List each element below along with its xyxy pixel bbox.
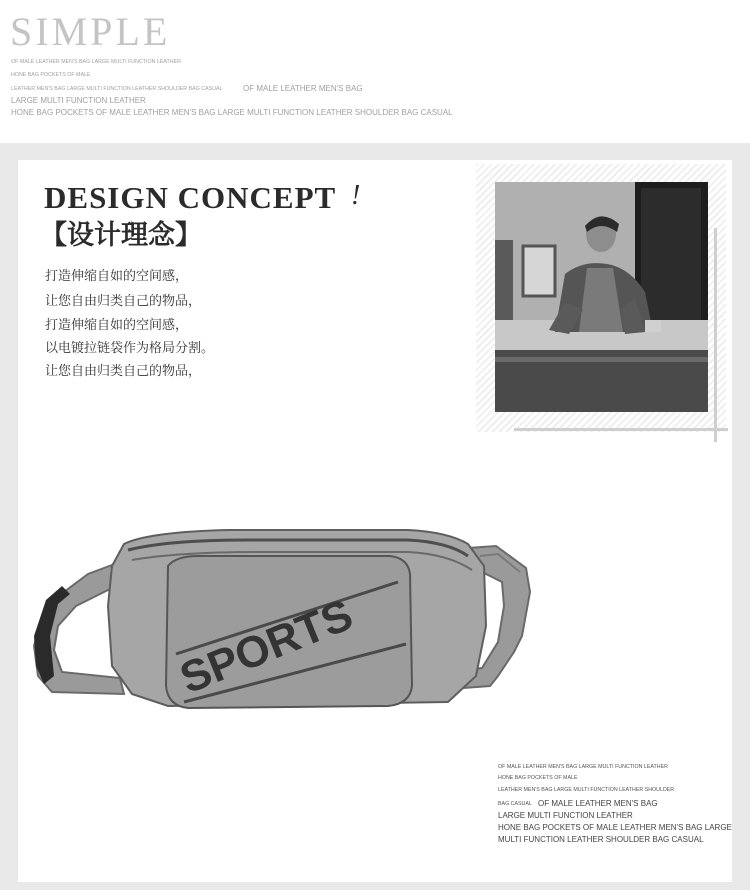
design-concept-cn-title: 【设计理念】 — [40, 220, 202, 251]
footer-line-2: HONE BAG POCKETS OF MALE — [498, 775, 578, 781]
frame-line-horizontal — [514, 428, 728, 431]
simple-title: SIMPLE — [10, 9, 171, 54]
concept-line-1: 打造伸缩自如的空间感， — [45, 269, 189, 284]
footer-line-6: LARGE MULTI FUNCTION LEATHER — [498, 811, 633, 820]
waist-bag-image — [28, 526, 533, 716]
concept-line-2: 让您自由归类自己的物品， — [45, 294, 202, 309]
craftsman-photo — [495, 182, 708, 412]
design-concept-mark: ! — [351, 180, 361, 211]
concept-line-4: 以电镀拉链袋作为格局分割。 — [45, 341, 215, 356]
concept-line-3: 打造伸缩自如的空间感， — [45, 318, 189, 333]
footer-line-8: MULTI FUNCTION LEATHER SHOULDER BAG CASUAL — [498, 835, 704, 844]
frame-line-vertical — [714, 228, 717, 442]
header-line-3: LEATHER MEN'S BAG LARGE MULTI FUNCTION LEATHER SHOULDER BAG CASUAL — [11, 86, 223, 92]
footer-line-3: LEATHER MEN'S BAG LARGE MULTI FUNCTION LEATHER SHOULDER — [498, 787, 675, 793]
design-concept-title: DESIGN CONCEPT — [44, 180, 337, 215]
header-line-5: LARGE MULTI FUNCTION LEATHER — [11, 96, 146, 105]
header-line-6: HONE BAG POCKETS OF MALE LEATHER MEN'S BAG LARGE MULTI FUNCTION LEATHER SHOULDER BAG CASUAL — [11, 108, 453, 117]
footer-line-7: HONE BAG POCKETS OF MALE LEATHER MEN'S BAG LARGE — [498, 823, 732, 832]
bag-print-text: SPORTS — [173, 590, 360, 704]
header-line-4: OF MALE LEATHER MEN'S BAG — [243, 84, 363, 93]
footer-line-5: OF MALE LEATHER MEN'S BAG — [538, 799, 658, 808]
header-line-1: OF MALE LEATHER MEN'S BAG LARGE MULTI FUNCTION LEATHER — [11, 59, 181, 65]
footer-line-4: BAG CASUAL — [498, 801, 532, 807]
footer-line-1: OF MALE LEATHER MEN'S BAG LARGE MULTI FUNCTION LEATHER — [498, 764, 668, 770]
header-line-2: HONE BAG POCKETS OF MALE — [11, 72, 91, 78]
concept-line-5: 让您自由归类自己的物品， — [45, 364, 202, 379]
